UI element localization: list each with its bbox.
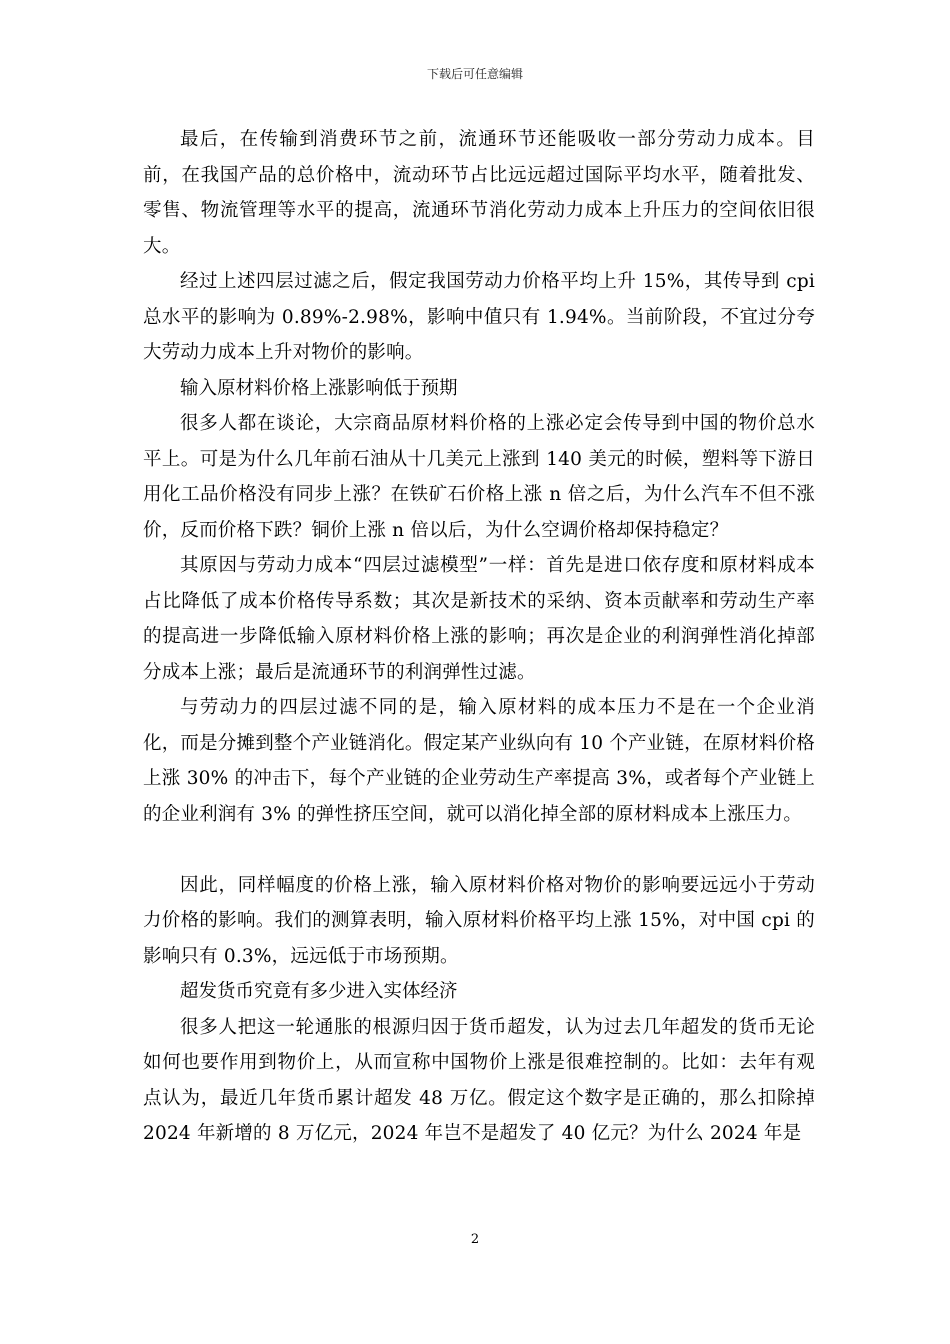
document-body — [143, 122, 815, 1152]
paragraph-commodity-prices: 很多人都在谈论，大宗商品原材料价格的上涨必定会传导到中国的物价总水平上。可是为什么几年前石油从十几美元上涨到 140 美元的时候，塑料等下游日用化工品价格没有同步上涨？在铁矿石价格上涨 n 倍之后，为什么汽车不但不涨价，反而价格下跌？铜价上涨 n 倍以后，为什么空调价格却保持稳定？ — [143, 413, 815, 541]
page-number: 2 — [470, 1232, 480, 1247]
blank-line — [143, 832, 815, 868]
section-heading-raw-materials: 输入原材料价格上涨影响低于预期 — [180, 377, 458, 399]
page-header: 下载后可任意编辑 — [426, 67, 523, 81]
paragraph-money-supply: 很多人把这一轮通胀的根源归因于货币超发，认为过去几年超发的货币无论如何也要作用到物价上，从而宣称中国物价上涨是很难控制的。比如：去年有观点认为，最近几年货币累计超发 48 万亿。假定这个数字是正确的，那么扣除掉 2024 年新增的 8 万亿元，2024 年岂不是超发了 40 亿元？为什么 2024 年是 — [143, 1016, 815, 1144]
paragraph-circulation: 最后，在传输到消费环节之前，流通环节还能吸收一部分劳动力成本。目前，在我国产品的总价格中，流动环节占比远远超过国际平均水平，随着批发、零售、物流管理等水平的提高，流通环节消化劳动力成本上升压力的空间依旧很大。 — [143, 129, 815, 257]
paragraph-industry-chain: 与劳动力的四层过滤不同的是，输入原材料的成本压力不是在一个企业消化，而是分摊到整个产业链消化。假定某产业纵向有 10 个产业链，在原材料价格上涨 30% 的冲击下，每个产业链的企业劳动生产率提高 3%，或者每个产业链上的企业利润有 3% 的弹性挤压空间，就可以消化掉全部的原材料成本上涨压力。 — [143, 697, 815, 825]
paragraph-reason: 其原因与劳动力成本“四层过滤模型”一样：首先是进口依存度和原材料成本占比降低了成本价格传导系数；其次是新技术的采纳、资本贡献率和劳动生产率的提高进一步降低输入原材料价格上涨的影响；再次是企业的利润弹性消化掉部分成本上涨；最后是流通环节的利润弹性过滤。 — [143, 555, 815, 683]
paragraph-conclusion: 因此，同样幅度的价格上涨，输入原材料价格对物价的影响要远远小于劳动力价格的影响。我们的测算表明，输入原材料价格平均上涨 15%，对中国 cpi 的影响只有 0.3%，远远低于市场预期。 — [143, 874, 815, 967]
section-heading-money-supply: 超发货币究竟有多少进入实体经济 — [180, 981, 458, 1002]
paragraph-four-layer-result: 经过上述四层过滤之后，假定我国劳动力价格平均上升 15%，其传导到 cpi 总水平的影响为 0.89%-2.98%，影响中值只有 1.94%。当前阶段，不宜过分夸大劳动力成本上升对物价的影响。 — [143, 271, 815, 363]
